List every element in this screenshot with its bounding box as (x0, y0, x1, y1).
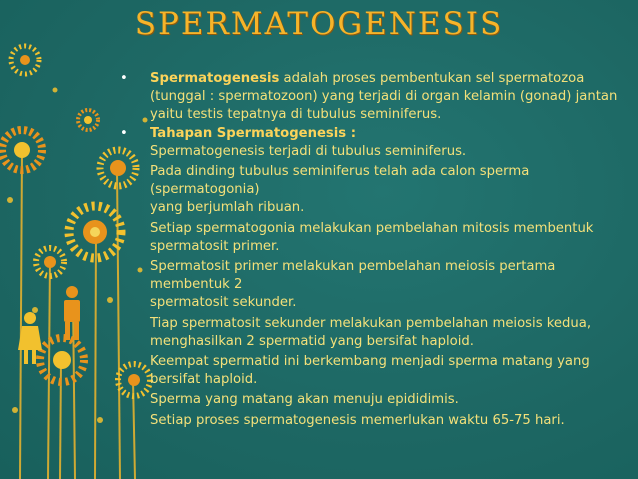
stage-line: spermatosit sekunder. (150, 295, 297, 311)
slide-title: SPERMATOGENESIS (134, 6, 504, 42)
stage-line: Pada dinding tubulus seminiferus telah ada calon sperma (spermatogonia) (150, 164, 530, 198)
stages-heading: Tahapan Spermatogenesis : (150, 125, 356, 141)
stage-line: Sperma yang matang akan menuju epididimis. (150, 392, 459, 408)
bullet-list (120, 70, 632, 430)
stage-line: Spermatosit primer melakukan pembelahan meiosis pertama membentuk 2 (150, 259, 556, 293)
bullet-item-stages (120, 125, 632, 430)
stage-line: yang berjumlah ribuan. (150, 200, 305, 216)
definition-term: Spermatogenesis (150, 71, 280, 86)
male-figure-icon (64, 286, 80, 340)
stage-line: Spermatogenesis terjadi di tubulus seminiferus. (150, 143, 467, 159)
stage-line: Tiap spermatosit sekunder melakukan pembelahan meiosis kedua, menghasilkan 2 spermatid yang bersifat haploid. (150, 315, 592, 349)
bullet-item-definition (120, 70, 632, 125)
definition-text: adalah proses pembentukan sel spermatozoa (tunggal : spermatozoon) yang terjadi di organ kelamin (gonad) jantan yaitu testis tepatnya di tubulus seminiferus. (150, 71, 618, 123)
flower-icon (40, 338, 84, 382)
flower-icon (78, 110, 98, 130)
flower-icon (11, 46, 39, 74)
bullet-marker: • (120, 71, 128, 86)
stage-line: Setiap spermatogonia melakukan pembelahan mitosis membentuk spermatosit primer. (150, 220, 594, 254)
stage-line: Keempat spermatid ini berkembang menjadi sperma matang yang bersifat haploid. (150, 354, 590, 388)
definition-paragraph (150, 70, 632, 125)
bullet-marker: • (120, 125, 128, 141)
stage-line: Setiap proses spermatogenesis memerlukan waktu 65-75 hari. (150, 412, 565, 428)
